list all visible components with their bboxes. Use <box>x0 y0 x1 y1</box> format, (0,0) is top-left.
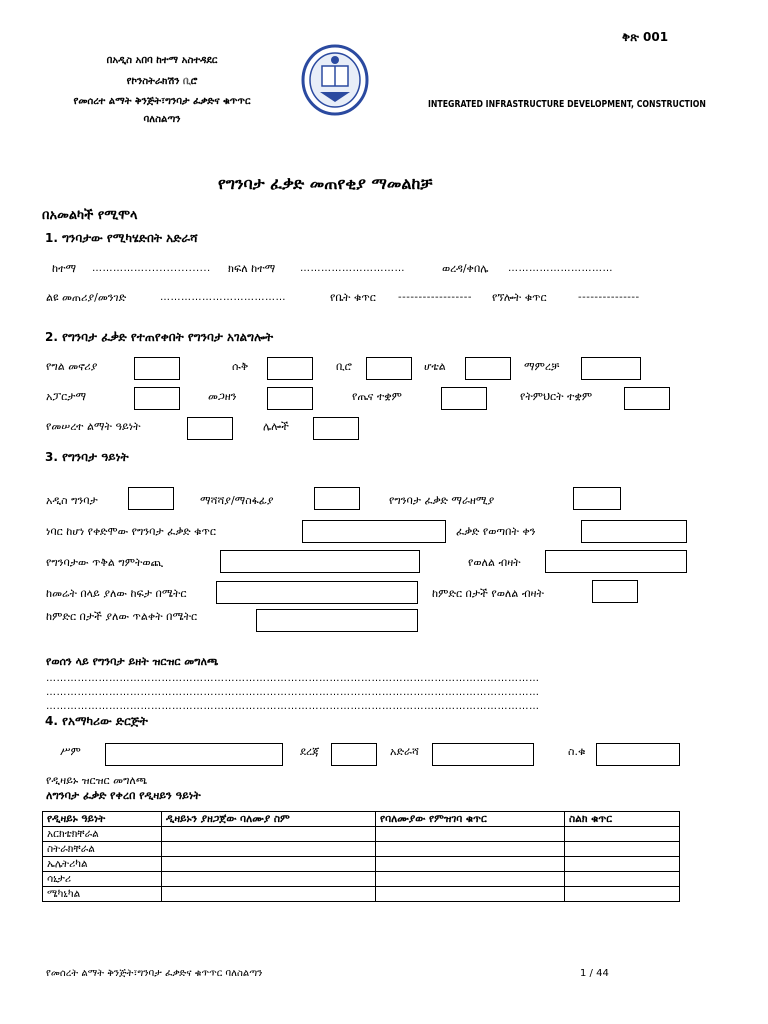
floors-input[interactable] <box>545 550 687 573</box>
service-label: የመሠረተ ልማት ዓይነት <box>46 420 141 433</box>
design-type-cell: ስትራክቸራል <box>43 842 162 857</box>
section3-title: 3. የግንባታ ዓይነት <box>45 450 129 464</box>
service-label: ማምረቻ <box>524 360 560 373</box>
applicant-note: በአመልካች የሚሞላ <box>42 208 138 223</box>
plot-number-field[interactable]: --------------- <box>578 292 640 303</box>
design-table <box>42 811 680 902</box>
phone-cell[interactable] <box>565 887 680 902</box>
floors-label: የወለል ብዛት <box>468 556 521 569</box>
service-infrastructure-checkbox[interactable] <box>187 417 233 440</box>
consultant-address-input[interactable] <box>432 743 534 766</box>
house-number-label: የቤት ቁጥር <box>330 291 376 304</box>
renew-label: የግንባታ ፈቃድ ማራዘሚያ <box>389 494 495 507</box>
form-code: ቅጽ 001 <box>622 30 669 44</box>
house-number-field[interactable]: ------------------ <box>398 292 472 303</box>
designer-name-cell[interactable] <box>162 872 376 887</box>
city-label: ከተማ <box>52 262 77 275</box>
place-field[interactable]: ……………………………… <box>160 292 286 303</box>
org-line-2: የኮንስትራክሽን ቢሮ <box>126 76 198 87</box>
designer-name-cell[interactable] <box>162 842 376 857</box>
service-office-checkbox[interactable] <box>366 357 412 380</box>
subcity-field[interactable]: ………………………… <box>300 263 405 274</box>
new-construction-checkbox[interactable] <box>128 487 174 510</box>
table-header-row <box>43 812 680 827</box>
height-input[interactable] <box>216 581 418 604</box>
service-apartment-checkbox[interactable] <box>134 387 180 410</box>
table-header: የዲዛይኑ ዓይነት <box>43 812 162 827</box>
renew-checkbox[interactable] <box>573 487 621 510</box>
prev-permit-label: ነባር ከሆነ የቀድሞው የግንባታ ፈቃድ ቁጥር <box>46 525 216 538</box>
table-row <box>43 887 680 902</box>
service-shop-checkbox[interactable] <box>267 357 313 380</box>
modify-label: ማሻሻያ/ማስፋፊያ <box>200 494 274 507</box>
service-warehouse-checkbox[interactable] <box>267 387 313 410</box>
consultant-name-label: ሥም <box>60 745 81 758</box>
service-label: መጋዘን <box>208 390 237 403</box>
service-label: የትምህርት ተቋም <box>520 390 593 403</box>
phone-cell[interactable] <box>565 872 680 887</box>
service-label: የጤና ተቋም <box>352 390 402 403</box>
new-construction-label: አዲስ ግንባታ <box>46 494 98 507</box>
service-factory-checkbox[interactable] <box>581 357 641 380</box>
consultant-address-label: አድራሻ <box>390 745 419 758</box>
table-row <box>43 827 680 842</box>
subcity-label: ክፍለ ከተማ <box>228 262 276 275</box>
table-row <box>43 842 680 857</box>
permit-date-input[interactable] <box>581 520 687 543</box>
permit-date-label: ፈቃድ የወጣበት ቀን <box>456 525 536 538</box>
basement-floors-label: ከምድር በታች የወለል ብዛት <box>432 587 544 600</box>
org-english-name: INTEGRATED INFRASTRUCTURE DEVELOPMENT, CONSTRUCTION <box>428 99 706 110</box>
table-header: የባለሙያው የምዝገባ ቁጥር <box>376 812 565 827</box>
service-label: የግል መኖሪያ <box>46 360 98 373</box>
org-line-3: የመሰረተ ልማት ቅንጅት፣ግንባታ ፈቃድና ቁጥጥር <box>73 96 251 107</box>
section4-title: 4. የአማካሪው ድርጅት <box>45 714 148 728</box>
org-line-4: ባለስልጣን <box>143 114 181 125</box>
content-desc-line-2[interactable]: …………………………………………………………………………………………………………………………… <box>46 687 540 698</box>
section2-title: 2. የግንባታ ፈቃድ የተጠየቀበት የግንባታ አገልግሎት <box>45 330 274 344</box>
footer-org: የመሰረት ልማት ቅንጅት፣ግንባታ ፈቃድና ቁጥጥር ባለስልጣን <box>46 968 263 979</box>
registration-cell[interactable] <box>376 857 565 872</box>
content-desc-line-3[interactable]: …………………………………………………………………………………………………………………………… <box>46 701 540 712</box>
depth-label: ከምድር በታች ያለው ጥልቀት በሜትር <box>46 610 198 623</box>
consultant-grade-label: ደረጃ <box>300 745 320 758</box>
registration-cell[interactable] <box>376 872 565 887</box>
height-label: ከመሬት በላይ ያለው ከፍታ በሜትር <box>46 587 187 600</box>
design-desc-label: የዲዛይኑ ዝርዝር መግለጫ <box>46 774 148 787</box>
content-desc-line-1[interactable]: …………………………………………………………………………………………………………………………… <box>46 673 540 684</box>
design-type-title: ለግንባታ ፈቃድ የቀረበ የዲዛይን ዓይነት <box>46 789 201 802</box>
plot-number-label: የኘሎት ቁጥር <box>492 291 547 304</box>
phone-cell[interactable] <box>565 857 680 872</box>
basement-floors-input[interactable] <box>592 580 638 603</box>
design-type-cell: ሳኒታሪ <box>43 872 162 887</box>
depth-input[interactable] <box>256 609 418 632</box>
city-field[interactable]: …………….................. <box>92 263 211 274</box>
consultant-pobox-input[interactable] <box>596 743 680 766</box>
prev-permit-input[interactable] <box>302 520 446 543</box>
design-type-cell: ኤሌትሪካል <box>43 857 162 872</box>
city-seal-logo <box>300 44 370 116</box>
registration-cell[interactable] <box>376 887 565 902</box>
registration-cell[interactable] <box>376 827 565 842</box>
form-title: የግንባታ ፈቃድ መጠየቂያ ማመልከቻ <box>218 174 433 193</box>
modify-checkbox[interactable] <box>314 487 360 510</box>
cost-input[interactable] <box>220 550 420 573</box>
consultant-grade-input[interactable] <box>331 743 377 766</box>
table-row <box>43 872 680 887</box>
service-label: ሱቅ <box>232 360 249 373</box>
service-other-checkbox[interactable] <box>313 417 359 440</box>
service-label: አፓርታማ <box>46 390 87 403</box>
place-label: ልዩ መጠሪያ/መንገድ <box>46 291 127 304</box>
designer-name-cell[interactable] <box>162 827 376 842</box>
cost-label: የግንባታው ጥቅል ግምትወጪ <box>46 556 163 569</box>
design-type-cell: አርክቴክቸራል <box>43 827 162 842</box>
registration-cell[interactable] <box>376 842 565 857</box>
design-type-cell: ሜካኒካል <box>43 887 162 902</box>
org-line-1: በአዲስ አበባ ከተማ አስተዳደር <box>106 55 218 66</box>
phone-cell[interactable] <box>565 827 680 842</box>
service-label: ሌሎች <box>263 420 289 433</box>
service-label: ቢሮ <box>336 360 352 373</box>
table-header: ዲዛይኑን ያዘጋጀው ባለሙያ ስም <box>162 812 376 827</box>
content-desc-title: የወሰን ላይ የግንባታ ይዘት ዝርዝር መግለጫ <box>46 655 219 668</box>
page-number: 1 / 44 <box>580 968 609 979</box>
table-row <box>43 857 680 872</box>
service-hotel-checkbox[interactable] <box>465 357 511 380</box>
service-health-checkbox[interactable] <box>441 387 487 410</box>
section1-title: 1. ግንባታው የሚካሄድበት አድራሻ <box>45 231 198 245</box>
woreda-field[interactable]: ………………………… <box>508 263 613 274</box>
service-residence-checkbox[interactable] <box>134 357 180 380</box>
service-label: ሆቴል <box>424 360 446 373</box>
consultant-pobox-label: ስ.ቁ <box>568 745 586 758</box>
table-header: ስልክ ቁጥር <box>565 812 680 827</box>
consultant-name-input[interactable] <box>105 743 283 766</box>
service-education-checkbox[interactable] <box>624 387 670 410</box>
designer-name-cell[interactable] <box>162 857 376 872</box>
designer-name-cell[interactable] <box>162 887 376 902</box>
phone-cell[interactable] <box>565 842 680 857</box>
woreda-label: ወረዳ/ቀበሌ <box>442 262 489 275</box>
